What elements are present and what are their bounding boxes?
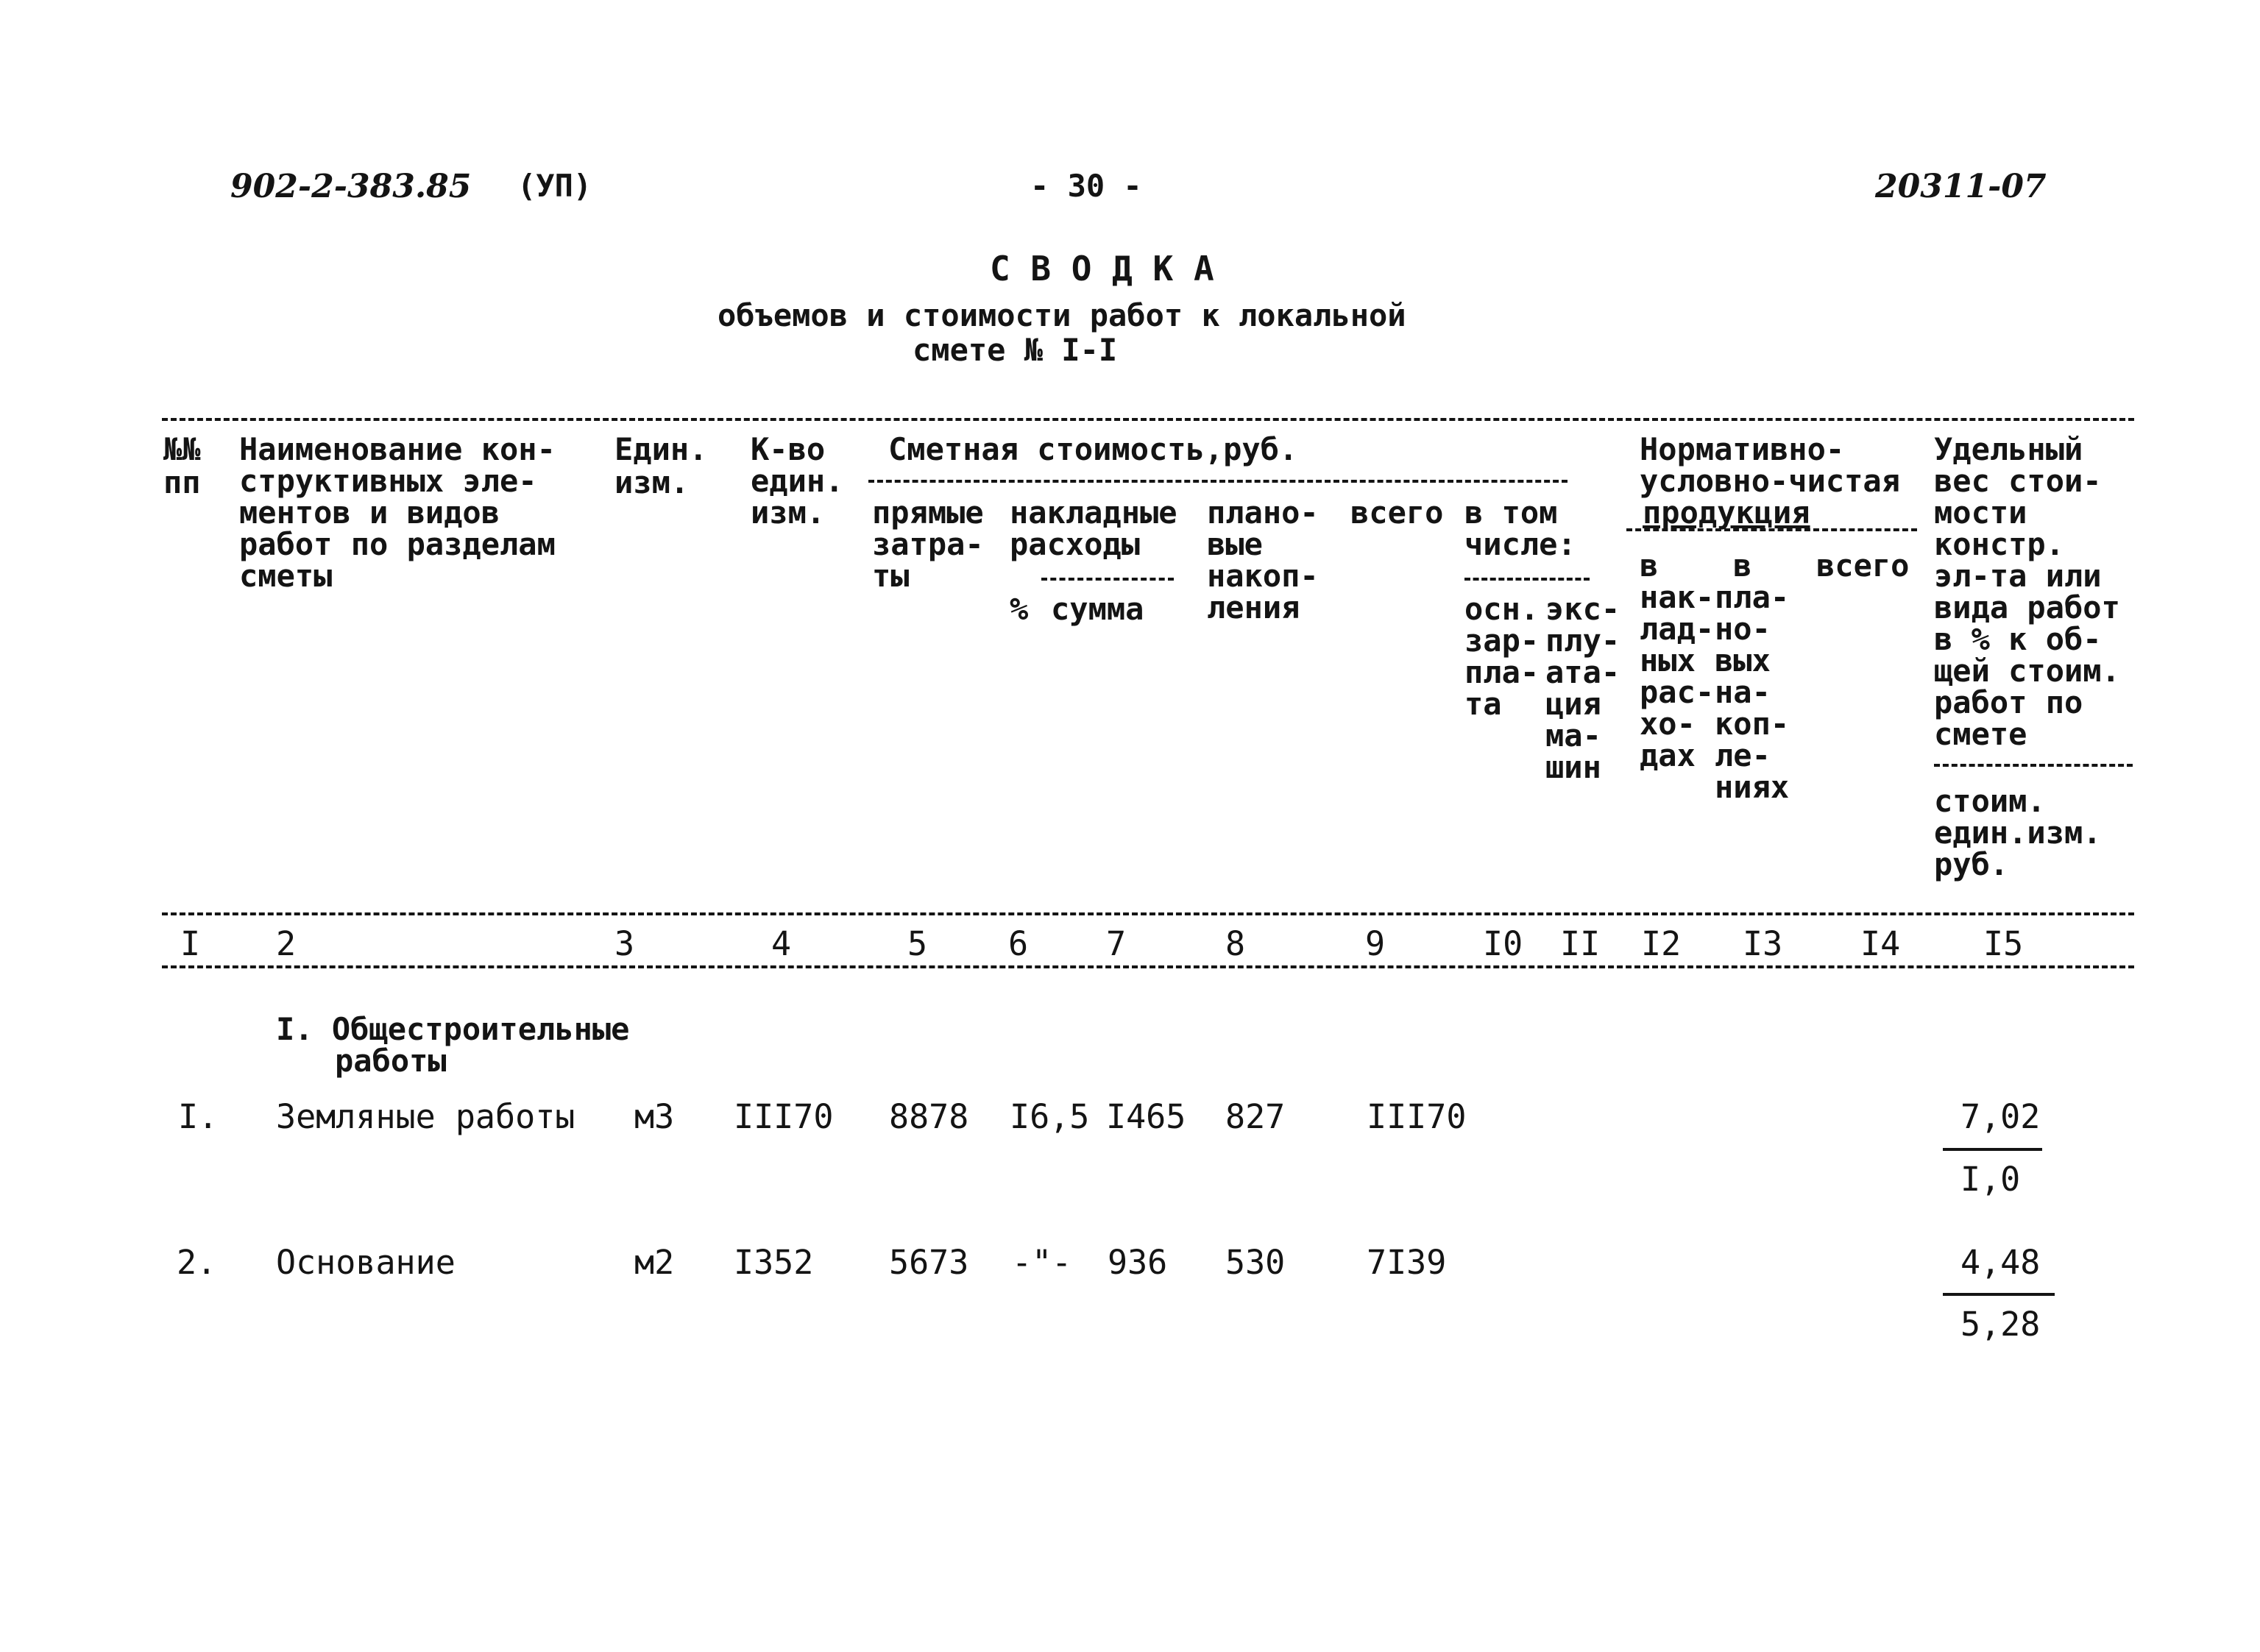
document-tag: (УП) (517, 168, 592, 204)
prod-group-rule (1626, 528, 1917, 531)
col2-header-l5: сметы (239, 558, 333, 594)
colnum-bottom-rule (162, 965, 2134, 968)
row-overhead-sum: 936 (1108, 1243, 1168, 1282)
row-unit: м3 (634, 1097, 675, 1136)
col13-header-l4: вых (1715, 642, 1771, 678)
row-total: 7I39 (1367, 1243, 1447, 1282)
row-overhead-pct: I6,5 (1010, 1097, 1090, 1136)
col2-header-l1: Наименование кон- (239, 431, 556, 467)
colnum-8: 8 (1225, 924, 1246, 963)
row-total: III70 (1367, 1097, 1467, 1136)
row-quantity: I352 (734, 1243, 814, 1282)
page-subtitle-line2: смете № I-I (913, 332, 1118, 368)
col1011-header-l2: числе: (1464, 526, 1576, 562)
col14-header: всего (1816, 547, 1910, 584)
col1011-header-l1: в том (1464, 494, 1558, 531)
colnum-6: 6 (1008, 924, 1029, 963)
col8-header-l4: ления (1207, 589, 1300, 625)
row-name: Основание (276, 1243, 456, 1282)
col11-header-l6: шин (1545, 749, 1601, 785)
col15-header-l3: мости (1934, 494, 2027, 531)
col12-header-l3: лад- (1640, 611, 1715, 647)
col12-header-l5: рас- (1640, 674, 1715, 710)
col13-header-l6: коп- (1715, 706, 1790, 742)
col4-header-l1: К-во (751, 431, 826, 467)
col12-header-l4: ных (1640, 642, 1696, 678)
col2-header-l2: структивных эле- (239, 463, 537, 499)
colnum-1: I (180, 924, 201, 963)
col15-sub-header-l2: един.изм. (1934, 815, 2102, 851)
section-title-l1: I. Общестроительные (276, 1011, 630, 1047)
col13-header-l3: но- (1715, 611, 1771, 647)
page-subtitle-line1: объемов и стоимости работ к локальной (718, 297, 1406, 333)
row-quantity: III70 (734, 1097, 834, 1136)
row-planned-savings: 827 (1225, 1097, 1286, 1136)
col5-header-l3: ты (872, 558, 910, 594)
col9-header: всего (1350, 494, 1444, 531)
prod-group-header-l1: Нормативно- (1640, 431, 1845, 467)
page-title: С В О Д К А (990, 249, 1214, 288)
row-unit: м2 (634, 1243, 675, 1282)
col13-header-l2: пла- (1715, 579, 1790, 615)
row-name: Земляные работы (276, 1097, 575, 1136)
col10-header-l4: та (1464, 686, 1502, 722)
prod-group-header-l2: условно-чистая (1640, 463, 1901, 499)
col15-header-l9: работ по (1934, 684, 2083, 720)
col4-header-l3: изм. (751, 494, 826, 531)
col6-header: % (1010, 591, 1029, 627)
fraction-bar (1943, 1148, 2042, 1151)
page-number: - 30 - (1030, 168, 1142, 204)
colnum-2: 2 (276, 924, 297, 963)
col3-header-l1: Един. (614, 431, 708, 467)
table-top-rule (162, 418, 2134, 421)
col15-header-l10: смете (1934, 716, 2027, 752)
row-planned-savings: 530 (1225, 1243, 1286, 1282)
col10-header-l3: пла- (1464, 654, 1540, 690)
col2-header-l4: работ по разделам (239, 526, 556, 562)
col4-header-l2: един. (751, 463, 844, 499)
col5-header-l1: прямые (872, 494, 984, 531)
col13-header-l7: ле- (1715, 737, 1771, 773)
row-share: 7,02 (1960, 1097, 2041, 1136)
section-title-l2: работы (335, 1043, 447, 1079)
colnum-11: II (1560, 924, 1601, 963)
colnum-3: 3 (614, 924, 635, 963)
row-direct-cost: 8878 (889, 1097, 969, 1136)
col12-header-l7: дах (1640, 737, 1696, 773)
col11-header-l2: плу- (1545, 623, 1620, 659)
cost-group-header: Сметная стоимость,руб. (888, 431, 1298, 467)
col11-header-l1: экс- (1545, 591, 1620, 627)
row-share: 4,48 (1960, 1243, 2041, 1282)
row-overhead-pct: -"- (1012, 1243, 1072, 1282)
colnum-12: I2 (1641, 924, 1682, 963)
col1-header-l1: №№ (163, 431, 201, 467)
col15-header-l7: в % к об- (1934, 621, 2102, 657)
col1-header-l2: пп (163, 464, 201, 500)
row-unit-cost: I,0 (1960, 1160, 2021, 1199)
col67-header-l1: накладные (1010, 494, 1177, 531)
col15-sub-header-l1: стоим. (1934, 783, 2046, 819)
col15-header-l6: вида работ (1934, 589, 2120, 625)
row-number: I. (178, 1097, 219, 1136)
col15-header-l8: щей стоим. (1934, 653, 2120, 689)
row-number: 2. (177, 1243, 217, 1282)
col8-header-l3: накоп- (1207, 558, 1319, 594)
col15-header-l2: вес стои- (1934, 463, 2102, 499)
row-unit-cost: 5,28 (1960, 1305, 2041, 1344)
col11-header-l4: ция (1545, 686, 1601, 722)
overhead-split-rule (1041, 578, 1174, 581)
col12-header-l1: в (1640, 547, 1659, 584)
col13-header-l1: в (1733, 547, 1752, 584)
col12-header-l6: хо- (1640, 706, 1696, 742)
col10-header-l2: зар- (1464, 623, 1540, 659)
colnum-9: 9 (1365, 924, 1386, 963)
col2-header-l3: ментов и видов (239, 494, 500, 531)
col13-header-l8: ниях (1715, 769, 1790, 805)
row-overhead-sum: I465 (1106, 1097, 1186, 1136)
col8-header-l1: плано- (1207, 494, 1319, 531)
col15-sub-header-l3: руб. (1934, 846, 2009, 882)
colnum-10: I0 (1483, 924, 1523, 963)
col15-header-l1: Удельный (1934, 431, 2083, 467)
colnum-7: 7 (1106, 924, 1127, 963)
col12-header-l2: нак- (1640, 579, 1715, 615)
prod-group-header-l3: продукция (1643, 494, 1810, 531)
document-code: 902-2-383.85 (230, 168, 472, 205)
incl-split-rule (1464, 578, 1590, 581)
colnum-14: I4 (1860, 924, 1901, 963)
row-direct-cost: 5673 (889, 1243, 969, 1282)
col10-header-l1: осн. (1464, 591, 1540, 627)
colnum-15: I5 (1983, 924, 2024, 963)
col15-split-rule (1934, 764, 2133, 767)
col3-header-l2: изм. (614, 464, 690, 500)
colnum-13: I3 (1743, 924, 1783, 963)
col11-header-l3: ата- (1545, 654, 1620, 690)
col11-header-l5: ма- (1545, 717, 1601, 754)
col8-header-l2: вые (1207, 526, 1263, 562)
cost-group-rule (868, 480, 1568, 483)
col7-header: сумма (1051, 591, 1144, 627)
col15-header-l4: констр. (1934, 526, 2065, 562)
colnum-5: 5 (907, 924, 928, 963)
col15-header-l5: эл-та или (1934, 558, 2102, 594)
col67-header-l2: расходы (1010, 526, 1141, 562)
colnum-top-rule (162, 912, 2134, 915)
col5-header-l2: затра- (872, 526, 984, 562)
fraction-bar (1943, 1293, 2055, 1296)
colnum-4: 4 (771, 924, 792, 963)
col13-header-l5: на- (1715, 674, 1771, 710)
inventory-number: 20311-07 (1875, 168, 2047, 205)
